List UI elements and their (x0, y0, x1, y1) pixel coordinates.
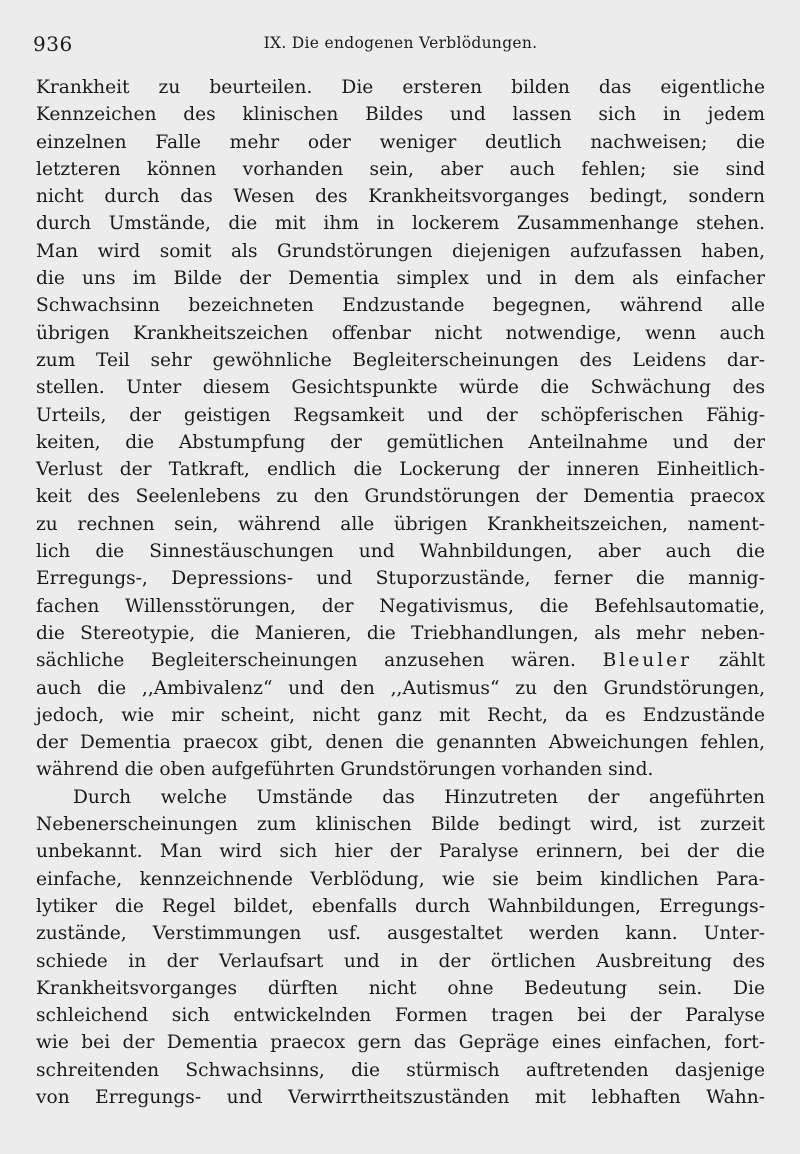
text-line: Krankheit zu beurteilen. Die ersteren bilden das eigentliche (36, 77, 765, 98)
text-line: die uns im Bilde der Dementia simplex und in dem als einfacher (36, 268, 765, 290)
text-line: keit des Seelenlebens zu den Grundstörungen der Dementia praecox (36, 486, 765, 508)
text-line: schreitenden Schwachsinns, die stürmisch auftretenden dasjenige (36, 1059, 765, 1081)
text-line: schiede in der Verlaufsart und in der örtlichen Ausbreitung des (36, 950, 765, 972)
text-line: lich die Sinnestäuschungen und Wahnbildungen, aber auch die (36, 541, 765, 563)
text-line: während die oben aufgeführten Grundstörungen vorhanden sind. (36, 759, 654, 781)
text-line: wie bei der Dementia praecox gern das Gepräge eines einfachen, fort- (36, 1032, 765, 1054)
text-segment: zählt (718, 650, 765, 672)
text-line: stellen. Unter diesem Gesichtspunkte würde die Schwächung des (36, 377, 765, 399)
text-line: zu rechnen sein, während alle übrigen Krankheitszeichen, nament- (36, 513, 765, 535)
text-line: der Dementia praecox gibt, denen die genannten Abweichungen fehlen, (36, 732, 765, 754)
text-line: zum Teil sehr gewöhnliche Begleiterscheinungen des Leidens dar- (36, 349, 765, 371)
text-line-with-name (36, 647, 765, 674)
text-line: jedoch, wie mir scheint, nicht ganz mit Recht, da es Endzustände (36, 704, 765, 726)
text-line: unbekannt. Man wird sich hier der Paralyse erinnern, bei der die (36, 841, 765, 863)
text-line: nicht durch das Wesen des Krankheitsvorganges bedingt, sondern (36, 186, 765, 208)
text-line: übrigen Krankheitszeichen offenbar nicht notwendige, wenn auch (36, 322, 765, 344)
text-line: die Stereotypie, die Manieren, die Triebhandlungen, als mehr neben- (36, 622, 765, 644)
text-line: Kennzeichen des klinischen Bildes und lassen sich in jedem (36, 104, 765, 126)
text-line: letzteren können vorhanden sein, aber auch fehlen; sie sind (36, 158, 765, 180)
page-number: 936 (33, 32, 73, 56)
text-line: durch Umstände, die mit ihm in lockerem Zusammenhange stehen. (36, 213, 765, 235)
text-line: fachen Willensstörungen, der Negativismus, die Befehlsautomatie, (36, 595, 765, 617)
text-line: auch die ,,Ambivalenz“ und den ,,Autismus“ zu den Grundstörungen, (36, 677, 765, 699)
text-line: Erregungs-, Depressions- und Stuporzustände, ferner die mannig- (36, 568, 765, 590)
text-segment: sächliche Begleiterscheinungen anzusehen wären. (36, 650, 576, 672)
text-line: Durch welche Umstände das Hinzutreten der angeführten (73, 786, 765, 808)
page-header (33, 32, 768, 58)
text-line: lytiker die Regel bildet, ebenfalls durch Wahnbildungen, Erregungs- (36, 895, 765, 917)
text-line: von Erregungs- und Verwirrtheitszuständen mit lebhaften Wahn- (36, 1086, 765, 1108)
body-text (36, 74, 765, 1111)
text-line: Krankheitsvorganges dürften nicht ohne Bedeutung sein. Die (36, 977, 765, 999)
text-line: Urteils, der geistigen Regsamkeit und der schöpferischen Fähig- (36, 404, 765, 426)
text-line: einzelnen Falle mehr oder weniger deutlich nachweisen; die (36, 131, 765, 153)
text-line: keiten, die Abstumpfung der gemütlichen Anteilnahme und der (36, 431, 765, 453)
text-line: Nebenerscheinungen zum klinischen Bilde bedingt wird, ist zurzeit (36, 814, 765, 836)
text-line: Man wird somit als Grundstörungen diejenigen aufzufassen haben, (36, 240, 765, 262)
text-line: Schwachsinn bezeichneten Endzustande begegnen, während alle (36, 295, 765, 317)
running-head: IX. Die endogenen Verblödungen. (263, 34, 538, 52)
text-line: einfache, kennzeichnende Verblödung, wie sie beim kindlichen Para- (36, 868, 765, 890)
author-name-spaced: Bleuler (602, 650, 693, 672)
text-line: Verlust der Tatkraft, endlich die Lockerung der inneren Einheitlich- (36, 459, 765, 481)
text-line: schleichend sich entwickelnden Formen tragen bei der Paralyse (36, 1005, 765, 1027)
text-line: zustände, Verstimmungen usf. ausgestaltet werden kann. Unter- (36, 923, 765, 945)
